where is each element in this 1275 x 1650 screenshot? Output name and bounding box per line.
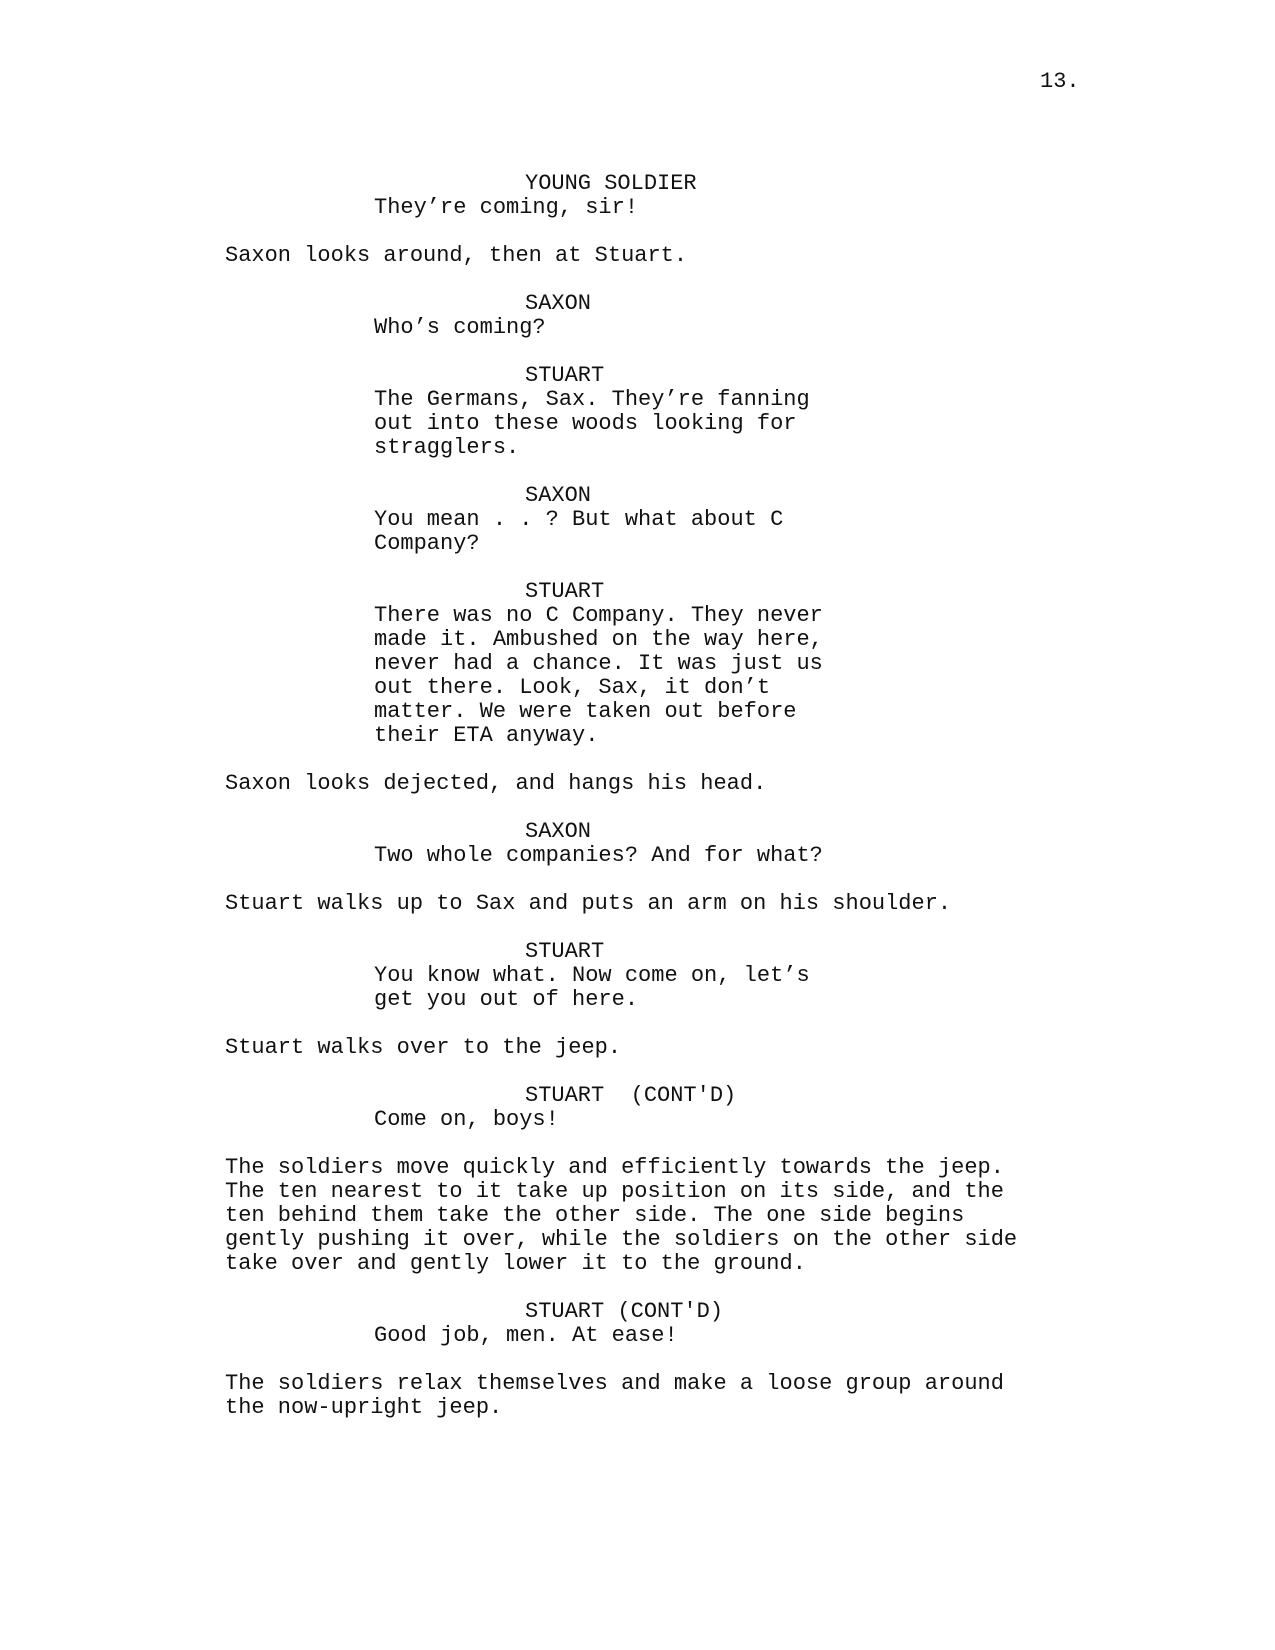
action-line: the now-upright jeep. <box>225 1395 503 1420</box>
dialogue-line: made it. Ambushed on the way here, <box>374 627 823 652</box>
action-line: take over and gently lower it to the ground. <box>225 1251 806 1276</box>
action-line: ten behind them take the other side. The one side begins <box>225 1203 965 1228</box>
dialogue-line: out there. Look, Sax, it don’t <box>374 675 771 700</box>
character-cue: SAXON <box>525 483 592 508</box>
dialogue-line: There was no C Company. They never <box>374 603 823 628</box>
character-cue: STUART <box>525 939 605 964</box>
action-line: Saxon looks around, then at Stuart. <box>225 243 688 268</box>
action-line: Saxon looks dejected, and hangs his head. <box>225 771 767 796</box>
character-cue: STUART <box>525 363 605 388</box>
page-number: 13. <box>1040 69 1080 94</box>
character-cue: STUART <box>525 579 605 604</box>
action-line: gently pushing it over, while the soldiers on the other side <box>225 1227 1018 1252</box>
dialogue-line: You mean . . ? But what about C <box>374 507 784 532</box>
character-cue: STUART (CONT'D) <box>525 1083 737 1108</box>
action-line: Stuart walks up to Sax and puts an arm on his shoulder. <box>225 891 952 916</box>
dialogue-line: Come on, boys! <box>374 1107 559 1132</box>
dialogue-line: Who’s coming? <box>374 315 546 340</box>
dialogue-line: Good job, men. At ease! <box>374 1323 678 1348</box>
character-cue: SAXON <box>525 819 592 844</box>
dialogue-line: Two whole companies? And for what? <box>374 843 823 868</box>
character-cue: STUART (CONT'D) <box>525 1299 724 1324</box>
character-cue: SAXON <box>525 291 592 316</box>
dialogue-line: their ETA anyway. <box>374 723 599 748</box>
action-line: The soldiers relax themselves and make a loose group around <box>225 1371 1004 1396</box>
dialogue-line: You know what. Now come on, let’s <box>374 963 810 988</box>
character-cue: YOUNG SOLDIER <box>525 171 697 196</box>
dialogue-line: stragglers. <box>374 435 520 460</box>
dialogue-line: matter. We were taken out before <box>374 699 797 724</box>
dialogue-line: The Germans, Sax. They’re fanning <box>374 387 810 412</box>
action-line: Stuart walks over to the jeep. <box>225 1035 622 1060</box>
action-line: The ten nearest to it take up position on its side, and the <box>225 1179 1004 1204</box>
action-line: The soldiers move quickly and efficiently towards the jeep. <box>225 1155 1004 1180</box>
dialogue-line: never had a chance. It was just us <box>374 651 823 676</box>
dialogue-line: get you out of here. <box>374 987 639 1012</box>
dialogue-line: They’re coming, sir! <box>374 195 639 220</box>
dialogue-line: out into these woods looking for <box>374 411 797 436</box>
dialogue-line: Company? <box>374 531 480 556</box>
